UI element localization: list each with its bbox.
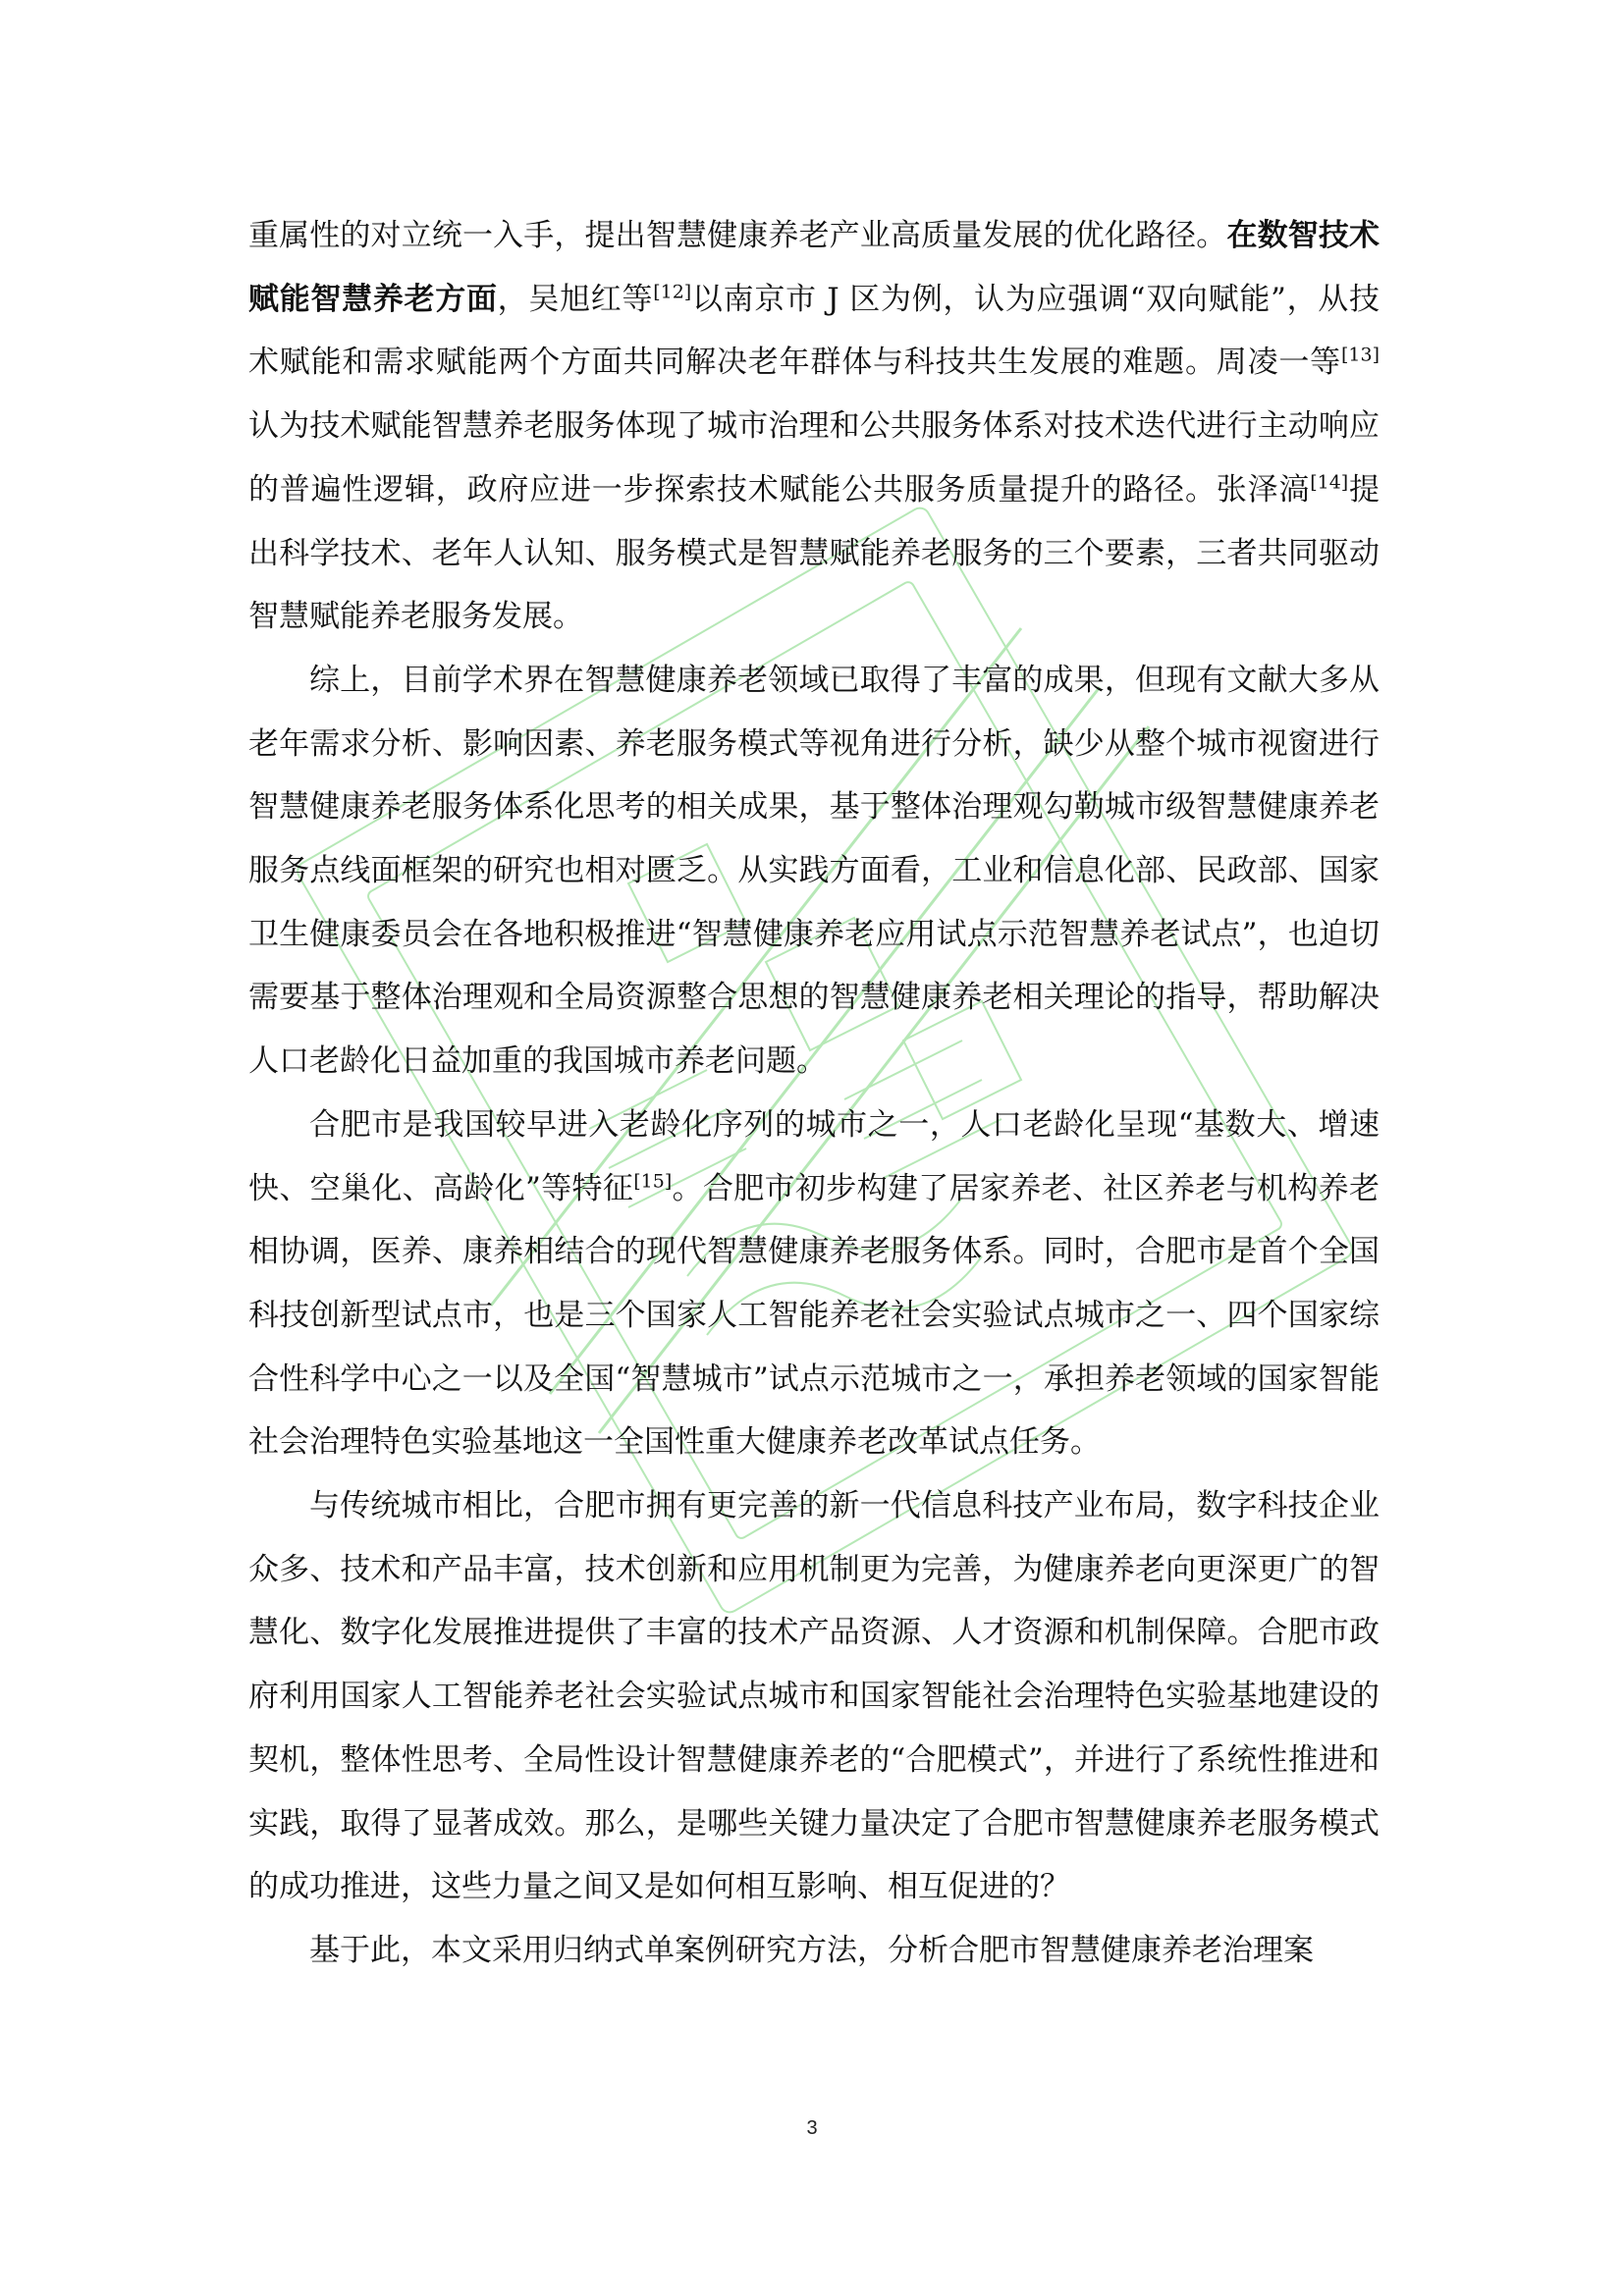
paragraph [248,649,1380,1094]
text-run: ，吴旭红等 [497,281,654,317]
text-run: 基于此，本文采用归纳式单案例研究方法，分析合肥市智慧健康养老治理案 [309,1932,1314,1968]
citation-ref: [15] [633,1170,673,1193]
citation-ref: [14] [1310,471,1349,494]
text-run: 与传统城市相比，合肥市拥有更完善的新一代信息科技产业布局，数字科技企业众多、技术和产品丰富，技术创新和应用机制更为完善，为健康养老向更深更广的智慧化、数字化发展推进提供了丰富的技术产品资源、人才资源和机制保障。合肥市政府利用国家人工智能养老社会实验试点城市和国家智能社会治理特色实验基地建设的契机，整体性思考、全局性设计智慧健康养老的“合肥模式”，并进行了系统性推进和实践，取得了显著成效。那么，是哪些关键力量决定了合肥市智慧健康养老服务模式的成功推进，这些力量之间又是如何相互影响、相互促进的？ [248,1488,1380,1905]
text-run: 提出科学技术、老年人认知、服务模式是智慧赋能养老服务的三个要素，三者共同驱动智慧赋能养老服务发展。 [248,471,1380,635]
bold-phrase: 在数智技术赋能智慧养老方面 [248,218,1380,317]
text-run: 以南京市 J 区为例，认为应强调“双向赋能”，从技术赋能和需求赋能两个方面共同解决老年群体与科技共生发展的难题。周凌一等 [248,281,1380,381]
paragraph [248,1474,1380,1919]
body-text [248,204,1380,1983]
text-run: 综上，目前学术界在智慧健康养老领域已取得了丰富的成果，但现有文献大多从老年需求分析、影响因素、养老服务模式等视角进行分析，缺少从整个城市视窗进行智慧健康养老服务体系化思考的相关成果，基于整体治理观勾勒城市级智慧健康养老服务点线面框架的研究也相对匮乏。从实践方面看，工业和信息化部、民政部、国家卫生健康委员会在各地积极推进“智慧健康养老应用试点示范智慧养老试点”，也迫切需要基于整体治理观和全局资源整合思想的智慧健康养老相关理论的指导，帮助解决人口老龄化日益加重的我国城市养老问题。 [248,662,1380,1080]
text-run: 重属性的对立统一入手，提出智慧健康养老产业高质量发展的优化路径。 [248,218,1227,253]
paragraph [248,1919,1380,1983]
citation-ref: [12] [653,281,692,303]
text-run: 。合肥市初步构建了居家养老、社区养老与机构养老相协调，医养、康养相结合的现代智慧健康养老服务体系。同时，合肥市是首个全国科技创新型试点市，也是三个国家人工智能养老社会实验试点城市之一、四个国家综合性科学中心之一以及全国“智慧城市”试点示范城市之一，承担养老领域的国家智能社会治理特色实验基地这一全国性重大健康养老改革试点任务。 [248,1170,1380,1461]
paragraph [248,204,1380,649]
text-run: 认为技术赋能智慧养老服务体现了城市治理和公共服务体系对技术迭代进行主动响应的普遍性逻辑，政府应进一步探索技术赋能公共服务质量提升的路径。张泽滈 [248,408,1380,507]
citation-ref: [13] [1340,345,1380,367]
paragraph [248,1094,1380,1474]
page-number: 3 [806,2117,818,2139]
text-run: 合肥市是我国较早进入老龄化序列的城市之一，人口老龄化呈现“基数大、增速快、空巢化、高龄化”等特征 [248,1106,1380,1206]
